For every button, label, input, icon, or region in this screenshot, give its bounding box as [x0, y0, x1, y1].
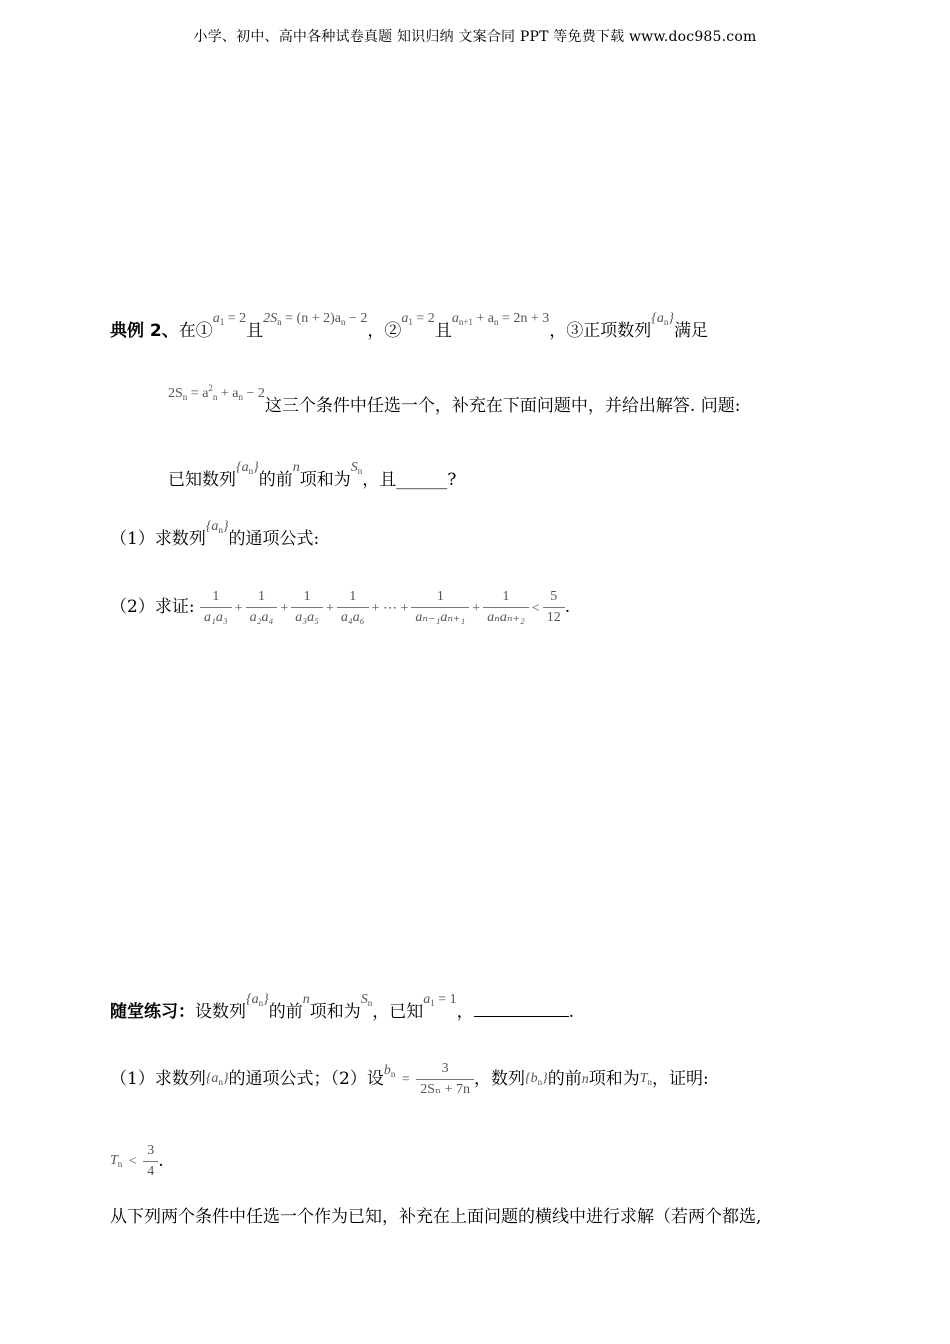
fraction: $\frac{1}{\text{a₂a₄}}$: [246, 590, 278, 625]
fraction: $\frac{1}{\text{aₙ₋₁aₙ₊₁}}$: [411, 590, 469, 625]
math-condition-3: 2Sn = a2n + an − 2: [168, 383, 265, 402]
practice-line1: 随堂练习：设数列$^{\{a_n\}}$的前$^n$项和为$^{S_n}$，已知$^{a_1 = 1}$， .: [110, 992, 575, 1022]
math-seq-an: {an}: [236, 460, 259, 476]
math-tn: $T_n$: [639, 1071, 653, 1087]
fraction: $\frac{1}{\text{aₙaₙ₊₂}}$: [483, 590, 529, 625]
practice-line2: （1）求数列$\{a_n\}$的通项公式；（2）设$^{b_n}$ = $\frac{3}{\text{2Sₙ + 7n}}$ ，数列$\{b_n\}$的前n项和为$T_n$，证明:: [110, 1061, 709, 1097]
math-a1-eq-1: a1 = 1: [423, 992, 457, 1008]
fraction: $\frac{1}{\text{a₄a₆}}$: [337, 590, 369, 625]
practice-label: 随堂练习：: [110, 1002, 195, 1022]
math-seq-an: {an}: [246, 992, 269, 1008]
math-seq-an: {an}: [205, 519, 229, 535]
math-condition-2: an+1 + an = 2n + 3: [451, 311, 550, 327]
math-a1-eq-2: a1 = 2: [212, 311, 247, 327]
practice-line3: $T_n$ < $\frac{3}{4}$ .: [110, 1143, 164, 1179]
fraction: $\frac{1}{\text{a₁a₃}}$: [200, 590, 232, 625]
example2-question1: （1）求数列$^{\{a_n\}}$的通项公式:: [110, 519, 320, 549]
math-a1-eq-2b: a1 = 2: [401, 311, 435, 327]
example2-line1: 典例 2、在①$^{a_1 = 2}$且$^{2S_n = (n + 2)a_n - 2}$，②$^{a_1 = 2}$且$^{a_{n+1} + a_n = 2n + 3}$，③正项数列$^{\{a_n\}}$满足: [110, 311, 709, 341]
fraction-3-4: $\frac{3}{4}$: [143, 1144, 158, 1179]
math-n: n: [302, 992, 310, 1007]
page-header: 小学、初中、高中各种试卷真题 知识归纳 文案合同 PPT 等免费下载 www.doc985.com: [193, 29, 757, 45]
fraction: $\frac{1}{\text{a₃a₅}}$: [291, 590, 323, 625]
math-seq-an: {an}: [651, 311, 675, 327]
answer-blank: [474, 1002, 569, 1017]
math-seq-an: $\{a_n\}$: [205, 1071, 229, 1087]
math-condition-1: 2Sn = (n + 2)an − 2: [263, 311, 368, 327]
math-n: n: [581, 1071, 589, 1087]
math-bn: bn: [383, 1063, 396, 1079]
example2-label: 典例 2、: [110, 321, 179, 341]
fraction: $\frac{5}{12}$: [543, 590, 565, 625]
math-sn: Sn: [360, 992, 373, 1008]
math-n: n: [292, 460, 300, 475]
example2-line3: 已知数列$^{\{a_n\}}$的前$^n$项和为$^{S_n}$，且______?: [168, 460, 457, 490]
math-tn: $T_n$: [110, 1153, 123, 1169]
example2-question2: （2）求证: $\frac{1}{\text{a₁a₃}}$ + $\frac{1}{\text{a₂a₄}}$ + $\frac{1}{\text{a₃a₅}}$ + $\frac{1}{\text{a₄a₆}}$ + ⋯ + $\frac{1}{\text{aₙ₋₁aₙ₊₁}}$ + $\frac{1}{\text{aₙaₙ₊₂}}$ < $\frac{5}{12}$ .: [110, 589, 571, 625]
example2-line2: $^{2S_n = a^2_n + a_n - 2}$这三个条件中任选一个，补充在下面问题中，并给出解答. 问题:: [168, 383, 741, 416]
practice-line4: 从下列两个条件中任选一个作为已知，补充在上面问题的横线中进行求解（若两个都选,: [110, 1207, 762, 1227]
fraction-bn: $\frac{3}{\text{2Sₙ + 7n}}$: [416, 1062, 474, 1097]
math-seq-bn: $\{b_n\}$: [525, 1071, 548, 1087]
math-sn: Sn: [350, 460, 363, 476]
